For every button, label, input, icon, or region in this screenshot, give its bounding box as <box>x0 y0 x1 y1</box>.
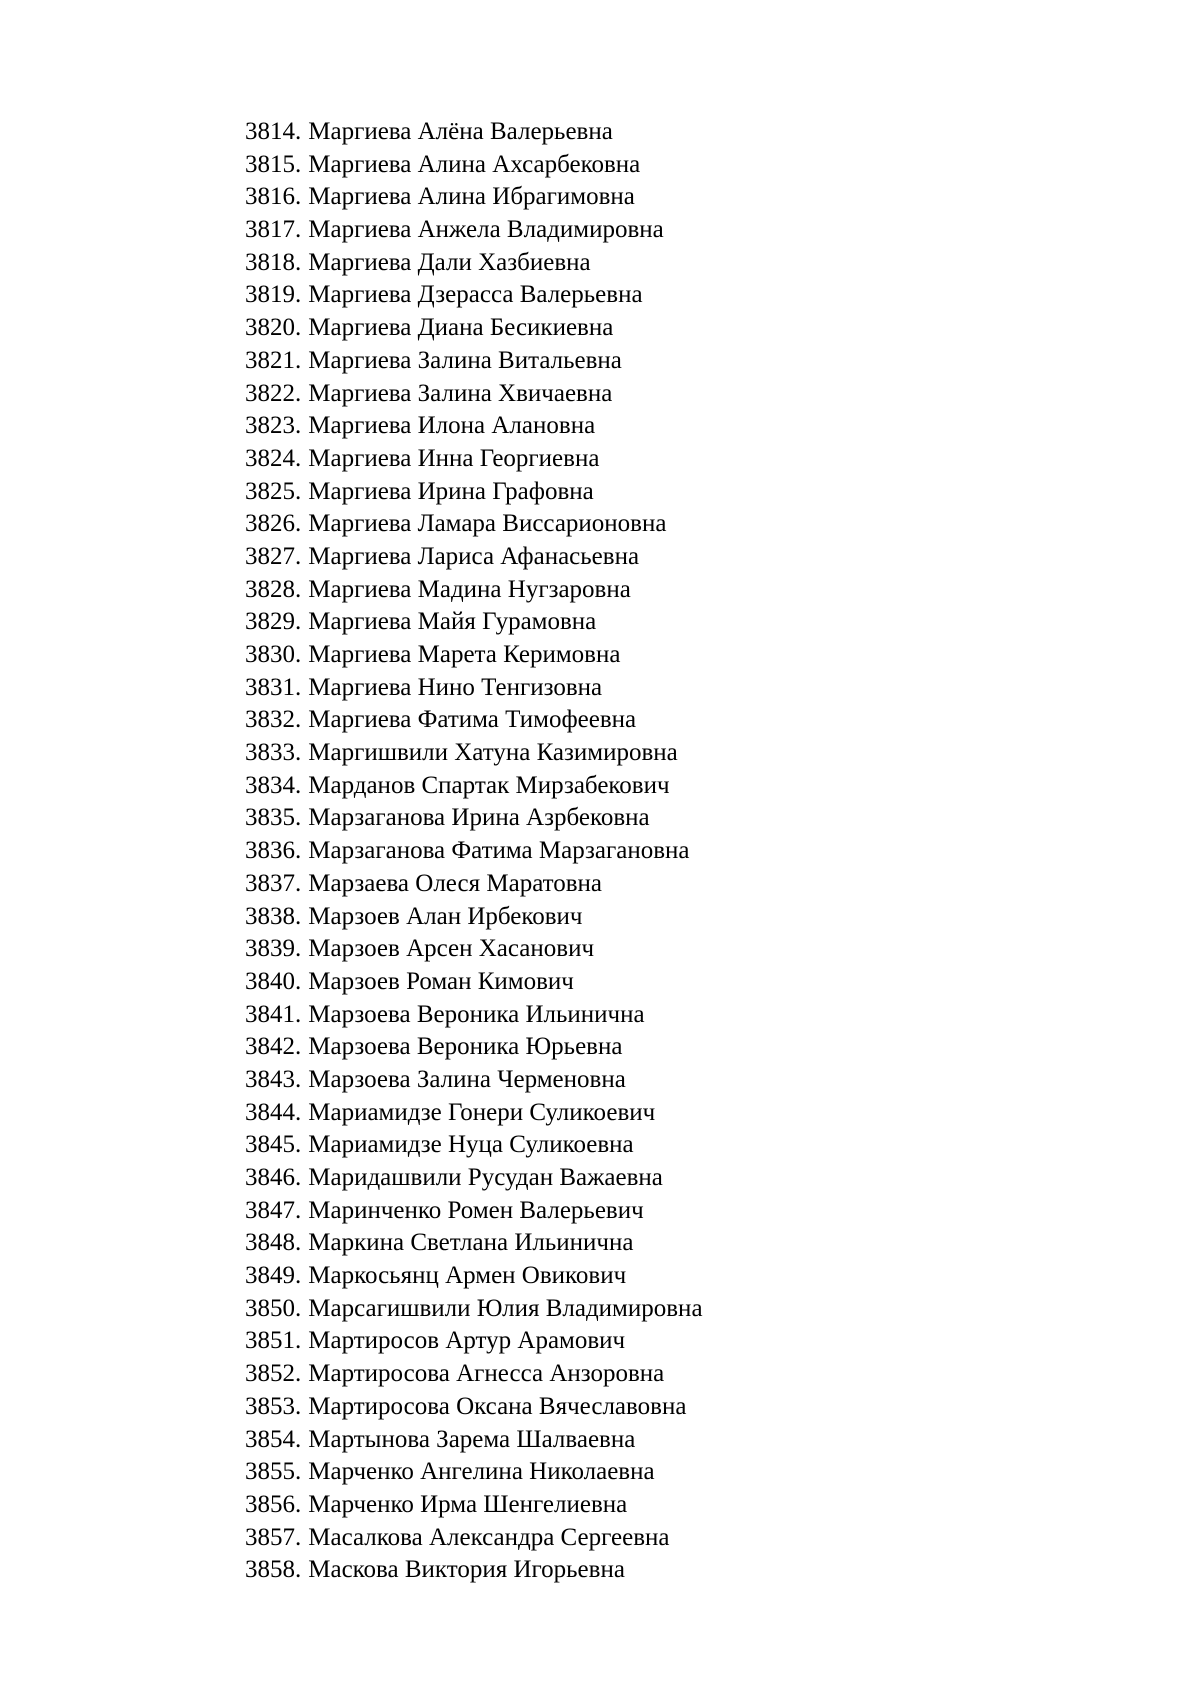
list-item <box>245 901 703 934</box>
list-item <box>245 345 703 378</box>
entry-name: Маргиева Лариса Афанасьевна <box>308 542 640 570</box>
entry-name: Марченко Ангелина Николаевна <box>308 1458 655 1486</box>
list-item <box>245 1260 703 1293</box>
entry-number: 3839. <box>245 935 302 963</box>
entry-number: 3833. <box>245 739 302 767</box>
entry-number: 3823. <box>245 412 302 440</box>
entry-name: Марзоев Арсен Хасанович <box>308 935 595 963</box>
entry-number: 3819. <box>245 281 302 309</box>
entry-number: 3818. <box>245 248 302 276</box>
list-item <box>245 1293 703 1326</box>
entry-number: 3824. <box>245 444 302 472</box>
list-item <box>245 1031 703 1064</box>
list-item <box>245 737 703 770</box>
entry-name: Масалкова Александра Сергеевна <box>308 1523 670 1551</box>
entry-number: 3853. <box>245 1392 302 1420</box>
entry-number: 3816. <box>245 183 302 211</box>
list-item <box>245 606 703 639</box>
entry-number: 3857. <box>245 1523 302 1551</box>
entry-name: Маргиева Анжела Владимировна <box>308 216 664 244</box>
entry-name: Маскова Виктория Игорьевна <box>308 1556 625 1584</box>
entry-name: Марзаганова Фатима Марзагановна <box>308 837 690 865</box>
entry-number: 3847. <box>245 1196 302 1224</box>
entry-number: 3821. <box>245 346 302 374</box>
entry-name: Марзоев Роман Кимович <box>308 967 574 995</box>
list-item <box>245 541 703 574</box>
list-item <box>245 999 703 1032</box>
list-item <box>245 443 703 476</box>
entry-number: 3858. <box>245 1556 302 1584</box>
list-item <box>245 149 703 182</box>
entry-number: 3850. <box>245 1294 302 1322</box>
entry-number: 3843. <box>245 1065 302 1093</box>
list-item <box>245 1325 703 1358</box>
list-item <box>245 933 703 966</box>
entry-name: Маргиева Марета Керимовна <box>308 641 621 668</box>
list-item <box>245 1129 703 1162</box>
entry-number: 3854. <box>245 1425 302 1453</box>
list-item <box>245 1456 703 1489</box>
entry-number: 3822. <box>245 379 302 407</box>
list-item <box>245 672 703 705</box>
entry-name: Маргишвили Хатуна Казимировна <box>308 739 678 767</box>
list-item <box>245 704 703 737</box>
entry-number: 3817. <box>245 216 302 244</box>
list-item <box>245 1554 703 1587</box>
entry-name: Мариамидзе Гонери Суликоевич <box>308 1098 656 1126</box>
entry-name: Маргиева Алина Ибрагимовна <box>308 183 635 211</box>
entry-name: Маргиева Дзерасса Валерьевна <box>308 281 643 309</box>
entry-number: 3837. <box>245 869 302 897</box>
list-item <box>245 966 703 999</box>
list-item <box>245 312 703 345</box>
entry-name: Марданов Спартак Мирзабекович <box>308 771 670 799</box>
entry-number: 3855. <box>245 1458 302 1486</box>
entry-number: 3841. <box>245 1000 302 1028</box>
entry-number: 3844. <box>245 1098 302 1126</box>
entry-number: 3851. <box>245 1327 302 1355</box>
name-list <box>245 116 703 1587</box>
entry-name: Маргиева Ламара Виссарионовна <box>308 510 667 538</box>
entry-name: Марзоева Вероника Ильинична <box>308 1000 645 1028</box>
entry-name: Маридашвили Русудан Важаевна <box>308 1164 663 1191</box>
list-item <box>245 508 703 541</box>
entry-number: 3828. <box>245 575 302 603</box>
entry-name: Маргиева Залина Витальевна <box>308 346 622 374</box>
list-item <box>245 802 703 835</box>
list-item <box>245 1489 703 1522</box>
entry-number: 3842. <box>245 1033 302 1061</box>
entry-name: Мартиросова Оксана Вячеславовна <box>308 1392 687 1420</box>
list-item <box>245 1522 703 1555</box>
entry-number: 3832. <box>245 706 302 734</box>
list-item <box>245 1424 703 1457</box>
entry-name: Маргиева Ирина Графовна <box>308 477 594 505</box>
entry-number: 3834. <box>245 771 302 799</box>
entry-name: Мартынова Зарема Шалваевна <box>308 1425 636 1453</box>
list-item <box>245 214 703 247</box>
list-item <box>245 410 703 443</box>
entry-name: Маркосьянц Армен Овикович <box>308 1262 627 1290</box>
entry-name: Маргиева Майя Гурамовна <box>308 608 597 636</box>
entry-name: Маргиева Алёна Валерьевна <box>308 118 613 145</box>
list-item <box>245 279 703 312</box>
list-item <box>245 1391 703 1424</box>
entry-name: Мариамидзе Нуца Суликоевна <box>308 1131 634 1159</box>
entry-name: Маргиева Илона Алановна <box>308 412 596 440</box>
list-item <box>245 181 703 214</box>
entry-name: Мартиросов Артур Арамович <box>308 1327 626 1355</box>
list-item <box>245 868 703 901</box>
list-item <box>245 1227 703 1260</box>
entry-number: 3836. <box>245 837 302 865</box>
entry-name: Маркина Светлана Ильинична <box>308 1229 634 1257</box>
list-item <box>245 476 703 509</box>
entry-name: Маргиева Дали Хазбиевна <box>308 248 591 276</box>
entry-number: 3856. <box>245 1490 302 1518</box>
entry-number: 3845. <box>245 1131 302 1159</box>
entry-number: 3829. <box>245 608 302 636</box>
entry-number: 3830. <box>245 641 302 668</box>
entry-number: 3838. <box>245 902 302 930</box>
entry-name: Марсагишвили Юлия Владимировна <box>308 1294 703 1322</box>
entry-name: Марзаева Олеся Маратовна <box>308 869 603 897</box>
entry-number: 3831. <box>245 673 302 701</box>
entry-name: Маргиева Инна Георгиевна <box>308 444 600 472</box>
entry-name: Маргиева Фатима Тимофеевна <box>308 706 637 734</box>
entry-name: Марзоева Вероника Юрьевна <box>308 1033 623 1061</box>
list-item <box>245 116 703 149</box>
list-item <box>245 770 703 803</box>
entry-number: 3815. <box>245 150 302 178</box>
list-item <box>245 1162 703 1195</box>
list-item <box>245 1358 703 1391</box>
entry-name: Маргиева Диана Бесикиевна <box>308 314 614 342</box>
list-item <box>245 835 703 868</box>
entry-number: 3848. <box>245 1229 302 1257</box>
entry-name: Марченко Ирма Шенгелиевна <box>308 1490 628 1518</box>
entry-number: 3827. <box>245 542 302 570</box>
entry-number: 3835. <box>245 804 302 832</box>
entry-name: Марзоев Алан Ирбекович <box>308 902 583 930</box>
entry-number: 3826. <box>245 510 302 538</box>
entry-name: Маргиева Нино Тенгизовна <box>308 673 603 701</box>
entry-number: 3840. <box>245 967 302 995</box>
list-item <box>245 1064 703 1097</box>
entry-name: Маргиева Мадина Нугзаровна <box>308 575 631 603</box>
entry-name: Маринченко Ромен Валерьевич <box>308 1196 644 1224</box>
entry-number: 3825. <box>245 477 302 505</box>
entry-number: 3849. <box>245 1262 302 1290</box>
entry-name: Марзаганова Ирина Азрбековна <box>308 804 650 832</box>
list-item <box>245 247 703 280</box>
entry-name: Маргиева Залина Хвичаевна <box>308 379 613 407</box>
entry-number: 3820. <box>245 314 302 342</box>
entry-name: Мартиросова Агнесса Анзоровна <box>308 1360 665 1388</box>
list-item <box>245 378 703 411</box>
entry-number: 3852. <box>245 1360 302 1388</box>
entry-number: 3814. <box>245 118 302 145</box>
list-item <box>245 639 703 672</box>
entry-number: 3846. <box>245 1164 302 1191</box>
entry-name: Маргиева Алина Ахсарбековна <box>308 150 641 178</box>
list-item <box>245 1195 703 1228</box>
list-item <box>245 1097 703 1130</box>
list-item <box>245 574 703 607</box>
entry-name: Марзоева Залина Черменовна <box>308 1065 626 1093</box>
